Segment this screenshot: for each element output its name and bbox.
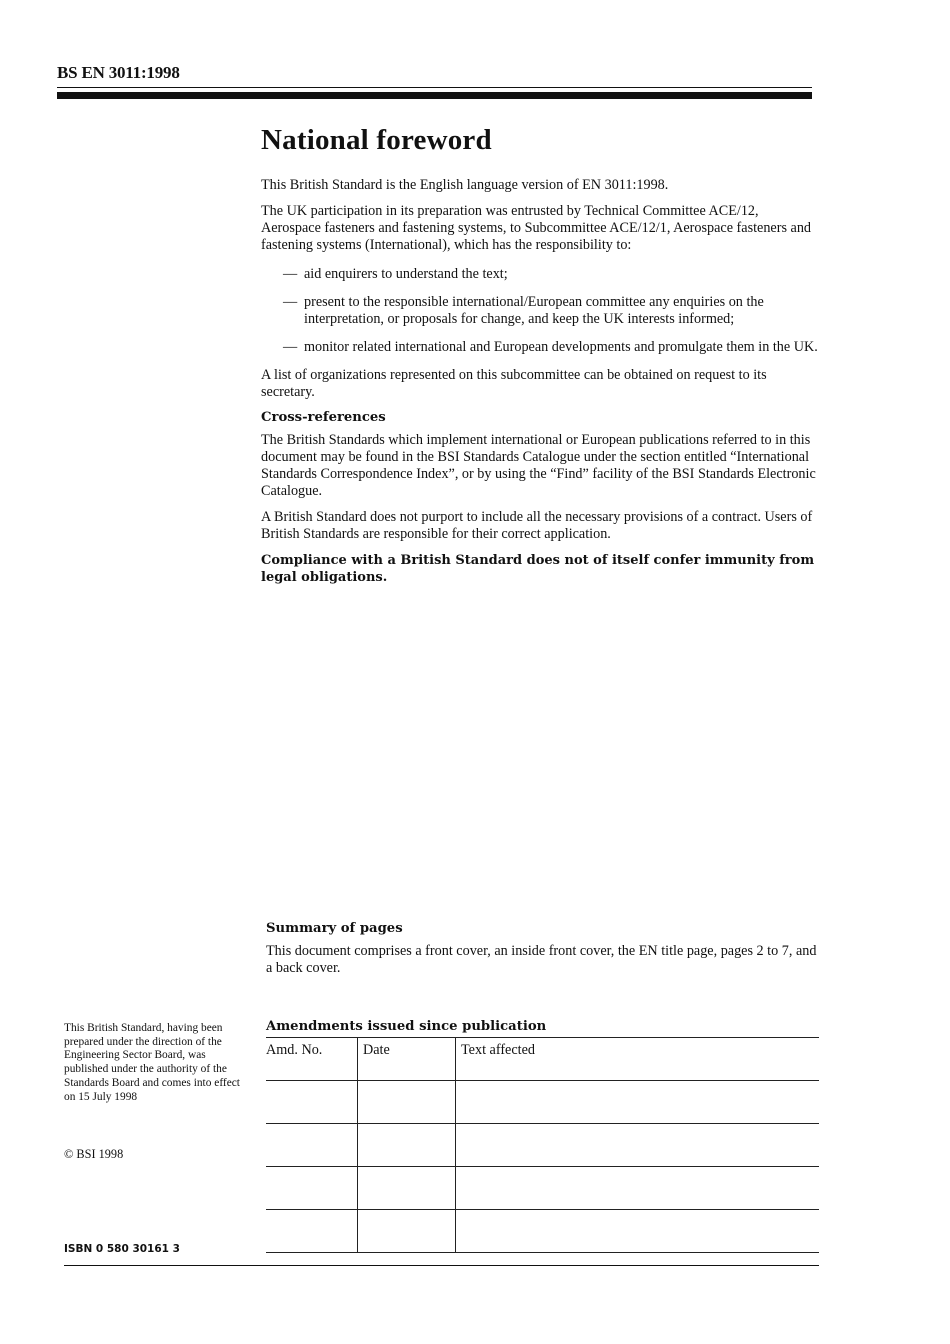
list-item	[261, 339, 821, 356]
footer-rule	[64, 1265, 819, 1266]
responsibility-list	[261, 266, 821, 356]
amendments-table	[266, 1037, 819, 1253]
table-cell	[266, 1210, 358, 1253]
paragraph-provisions: A British Standard does not purport to include all the necessary provisions of a contract. Users of British Standards are responsible for their correct application.	[261, 509, 813, 542]
table-cell	[456, 1167, 820, 1210]
list-item	[261, 294, 821, 328]
table-row	[266, 1081, 819, 1124]
list-item-text: aid enquirers to understand the text;	[304, 266, 508, 282]
table-cell	[266, 1167, 358, 1210]
table-row	[266, 1210, 819, 1253]
publication-note: This British Standard, having been prepared under the direction of the Engineering Sector Board, was published under the authority of the Standards Board and comes into effect on 15 July 1998	[64, 1022, 240, 1103]
list-item-text: present to the responsible international/European committee any enquiries on the interpretation, or proposals for change, and keep the UK interests informed;	[304, 294, 764, 327]
list-item	[261, 266, 821, 283]
table-header-row	[266, 1038, 819, 1081]
column-header-text-affected: Text affected	[461, 1042, 535, 1058]
crossref-heading: Cross-references	[261, 410, 386, 425]
table-cell	[456, 1210, 820, 1253]
table-cell	[456, 1124, 820, 1167]
table-row	[266, 1167, 819, 1210]
header-rule-thick	[57, 92, 812, 99]
paragraph-participation: The UK participation in its preparation was entrusted by Technical Committee ACE/12, Aerospace fasteners and fastening systems, to Subcommittee ACE/12/1, Aerospace fasteners and fastening systems (International), which has the responsibility to:	[261, 203, 812, 253]
column-header-amd-no: Amd. No.	[266, 1038, 358, 1081]
column-header-date: Date	[358, 1038, 456, 1081]
paragraph-organizations: A list of organizations represented on this subcommittee can be obtained on request to its secretary.	[261, 367, 767, 400]
page-title: National foreword	[261, 124, 492, 156]
isbn-number: ISBN 0 580 30161 3	[64, 1243, 180, 1255]
table-cell	[358, 1210, 456, 1253]
compliance-statement: Compliance with a British Standard does not of itself confer immunity from legal obligations.	[261, 553, 815, 585]
copyright-notice: © BSI 1998	[64, 1147, 124, 1161]
summary-text: This document comprises a front cover, an inside front cover, the EN title page, pages 2 to 7, and a back cover.	[266, 943, 817, 976]
table-cell	[358, 1124, 456, 1167]
table-cell	[266, 1124, 358, 1167]
foreword-section	[261, 124, 821, 586]
table-cell	[358, 1167, 456, 1210]
summary-heading: Summary of pages	[266, 921, 403, 936]
dash-icon: —	[283, 294, 298, 310]
table-row	[266, 1124, 819, 1167]
paragraph-intro: This British Standard is the English language version of EN 3011:1998.	[261, 177, 669, 193]
paragraph-crossref: The British Standards which implement international or European publications referred to in this document may be found in the BSI Standards Catalogue under the section entitled “International Standards Correspondence Index”, or by using the “Find” facility of the BSI Standards Electronic Catalogue.	[261, 432, 816, 499]
amendments-heading: Amendments issued since publication	[266, 1019, 547, 1034]
table-cell	[358, 1081, 456, 1124]
table-cell	[456, 1081, 820, 1124]
table-cell	[266, 1081, 358, 1124]
standard-code: BS EN 3011:1998	[57, 63, 180, 82]
header-rule-thin	[57, 87, 812, 88]
list-item-text: monitor related international and European developments and promulgate them in the UK.	[304, 339, 818, 355]
amendments-section	[266, 1019, 819, 1253]
summary-section	[266, 921, 821, 986]
dash-icon: —	[283, 339, 298, 355]
dash-icon: —	[283, 266, 298, 282]
